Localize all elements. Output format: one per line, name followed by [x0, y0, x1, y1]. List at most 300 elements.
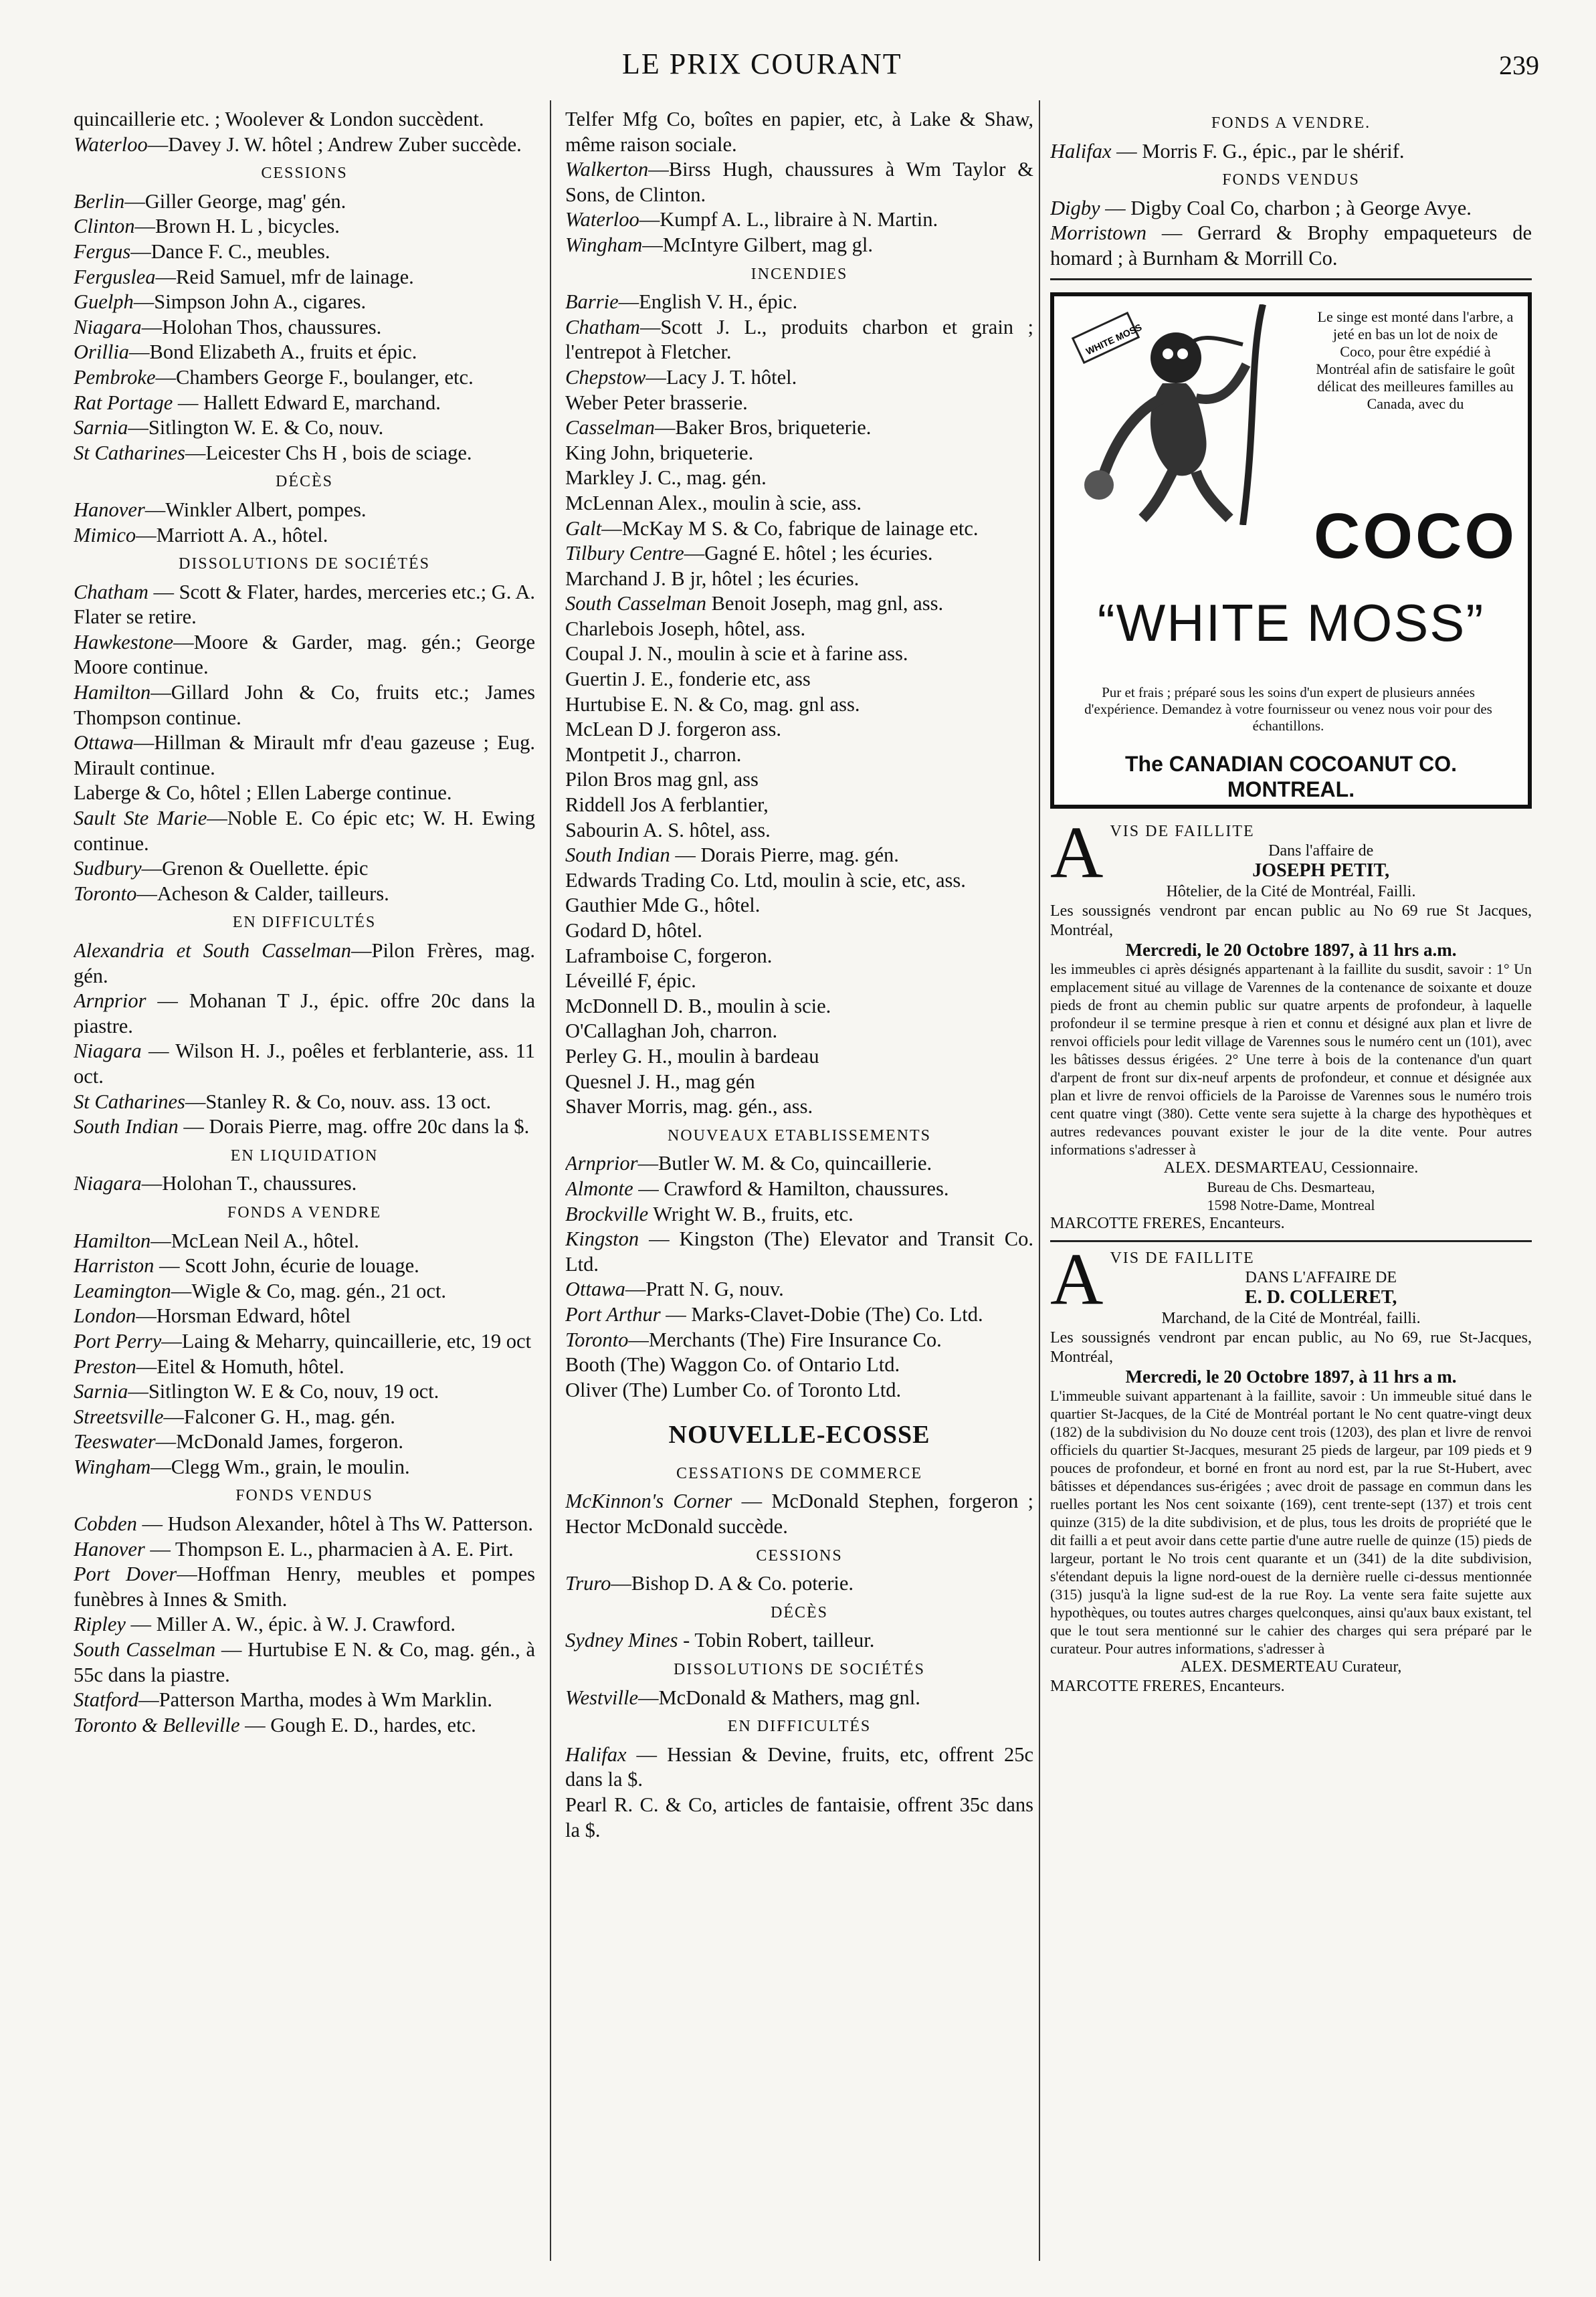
bankruptcy-notice-petit	[1050, 811, 1532, 1233]
place-name: Barrie	[565, 290, 619, 314]
place-name: Chatham	[565, 315, 640, 338]
entry-text: Perley G. H., moulin à bardeau	[565, 1044, 819, 1068]
listing-entry	[74, 290, 535, 315]
place-name: Ottawa	[565, 1278, 625, 1301]
section-heading: FONDS VENDUS	[235, 1487, 373, 1505]
section-heading: INCENDIES	[751, 265, 848, 283]
entry-text: — Gough E. D., hardes, etc.	[239, 1713, 476, 1736]
listing-entry	[74, 265, 535, 290]
place-name: Berlin	[74, 189, 125, 213]
place-name: Fergus	[74, 239, 131, 263]
listing-entry	[565, 1044, 1033, 1070]
place-name: Port Arthur	[565, 1302, 661, 1326]
entry-text: Benoit Joseph, mag gnl, ass.	[706, 592, 944, 615]
entry-text: —Acheson & Calder, tailleurs.	[136, 882, 389, 905]
place-name: Harriston	[74, 1254, 155, 1278]
entry-text: —Leicester Chs H , bois de sciage.	[185, 441, 472, 464]
entry-text: —Marriott A. A., hôtel.	[136, 523, 328, 546]
entry-text: —Patterson Martha, modes à Wm Marklin.	[138, 1688, 493, 1712]
listing-entry	[74, 1713, 535, 1738]
listing-entry	[565, 391, 1033, 416]
entry-text: Charlebois Joseph, hôtel, ass.	[565, 617, 806, 640]
place-name: South Casselman	[74, 1638, 216, 1662]
listing-entry	[74, 498, 535, 523]
entry-text: Shaver Morris, mag. gén., ass.	[565, 1095, 813, 1118]
section-heading: EN DIFFICULTÉS	[727, 1718, 872, 1736]
entry-text: Laframboise C, forgeron.	[565, 944, 773, 967]
listing-entry	[565, 918, 1033, 944]
entry-text: O'Callaghan Joh, charron.	[565, 1019, 778, 1043]
drop-cap: A	[1050, 811, 1104, 893]
listing-entry	[74, 1090, 535, 1115]
listing-entry	[74, 239, 535, 265]
entry-text: —Moore & Garder, mag. gén.; George Moore continue.	[74, 630, 535, 679]
listing-entry	[74, 189, 535, 215]
listing-entry	[74, 1114, 535, 1140]
section-heading: DÉCÈS	[770, 1603, 828, 1621]
entry-text: —Lacy J. T. hôtel.	[645, 365, 797, 389]
entry-text: Riddell Jos A ferblantier,	[565, 793, 769, 817]
listing-entry	[74, 1562, 535, 1612]
section-heading: CESSIONS	[261, 165, 348, 183]
entry-text: —Holohan Thos, chaussures.	[141, 315, 382, 338]
entry-text: — Mohanan T J., épic. offre 20c dans la piastre.	[74, 989, 535, 1037]
place-name: Chatham	[74, 580, 148, 603]
divider	[1050, 1240, 1532, 1242]
place-name: Morristown	[1050, 221, 1147, 245]
entry-text: Telfer Mfg Co, boîtes en papier, etc, à Lake & Shaw, même raison sociale.	[565, 108, 1033, 156]
listing-entry	[565, 1378, 1033, 1403]
listing-entry	[565, 944, 1033, 969]
notice-date: Mercredi, le 20 Octobre 1897, à 11 hrs a.m.	[1125, 939, 1457, 960]
entry-text: —Hillman & Mirault mfr d'eau gazeuse ; Eug. Mirault continue.	[74, 731, 535, 779]
advert-company: The CANADIAN COCOANUT CO.	[1125, 751, 1457, 776]
entry-text: —Sitlington W. E. & Co, nouv.	[128, 416, 384, 439]
place-name: Arnprior	[74, 989, 146, 1013]
listing-entry	[565, 1628, 1033, 1654]
listing-entry	[74, 1637, 535, 1688]
listing-entry	[1050, 139, 1532, 165]
section-heading: DISSOLUTIONS DE SOCIÉTÉS	[178, 555, 430, 573]
listing-entry	[74, 730, 535, 781]
entry-text: Markley J. C., mag. gén.	[565, 466, 767, 490]
entry-text: — McDonald Stephen, forgeron ; Hector McDonald succède.	[565, 1490, 1033, 1538]
entry-text: —Horsman Edward, hôtel	[136, 1304, 351, 1328]
entry-text: —Birss Hugh, chaussures à Wm Taylor & Sons, de Clinton.	[565, 158, 1033, 206]
place-name: Casselman	[565, 416, 655, 439]
place-name: Digby	[1050, 196, 1100, 219]
listing-entry	[565, 793, 1033, 818]
page-number: 239	[1499, 50, 1539, 80]
place-name: Orillia	[74, 340, 130, 364]
place-name: Toronto	[565, 1328, 629, 1351]
listing-entry	[565, 843, 1033, 868]
listing-entry	[565, 1686, 1033, 1711]
place-name: Waterloo	[74, 132, 148, 156]
listing-entry	[565, 415, 1033, 441]
entry-text: —Chambers George F., boulanger, etc.	[155, 365, 474, 389]
place-name: Waterloo	[565, 208, 639, 231]
listing-entry	[74, 1512, 535, 1537]
entry-text: —Baker Bros, briqueterie.	[654, 416, 872, 439]
listing-entry	[74, 1254, 535, 1279]
monkey-illustration	[1062, 304, 1303, 525]
advert-brand: COCO	[1314, 500, 1517, 572]
place-name: Niagara	[74, 1172, 142, 1195]
listing-entry	[565, 692, 1033, 718]
listing-entry	[74, 806, 535, 856]
entry-text: — Dorais Pierre, mag. gén.	[670, 843, 899, 867]
column-divider	[1039, 100, 1040, 2261]
listing-entry	[74, 214, 535, 239]
listing-entry	[565, 1328, 1033, 1353]
listing-entry	[74, 989, 535, 1039]
entry-text: — Hessian & Devine, fruits, etc, offrent 25c dans la $.	[565, 1742, 1033, 1791]
entry-text: —Pratt N. G, nouv.	[625, 1278, 784, 1301]
notice-subhead: DANS L'AFFAIRE DE	[1245, 1268, 1397, 1286]
entry-text: Pilon Bros mag gnl, ass	[565, 768, 759, 791]
place-name: Chepstow	[565, 365, 646, 389]
notice-address-2: 1598 Notre-Dame, Montreal	[1207, 1196, 1375, 1213]
listing-entry	[565, 441, 1033, 466]
entry-text: —McDonald James, forgeron.	[155, 1430, 404, 1454]
column-divider	[550, 100, 551, 2261]
entry-text: —Sitlington W. E & Co, nouv, 19 oct.	[128, 1380, 439, 1403]
entry-text: —Kumpf A. L., libraire à N. Martin.	[639, 208, 938, 231]
place-name: Sarnia	[74, 416, 128, 439]
entry-text: —Eitel & Homuth, hôtel.	[136, 1355, 344, 1378]
listing-entry	[74, 391, 535, 416]
notice-headline: VIS DE FAILLITE	[1110, 822, 1255, 840]
place-name: Wingham	[74, 1455, 151, 1478]
place-name: Sudbury	[74, 857, 142, 880]
entry-text: Gauthier Mde G., hôtel.	[565, 894, 761, 917]
listing-entry	[565, 1094, 1033, 1120]
listing-entry	[74, 1429, 535, 1455]
entry-text: — Wilson H. J., poêles et ferblanterie, ass. 11 oct.	[74, 1039, 535, 1088]
listing-entry	[1050, 221, 1532, 271]
listing-entry	[565, 1151, 1033, 1177]
listing-entry	[74, 1379, 535, 1405]
notice-signature: ALEX. DESMARTEAU, Cessionnaire.	[1163, 1159, 1419, 1177]
listing-entry	[565, 893, 1033, 918]
place-name: Almonte	[565, 1177, 633, 1200]
place-name: South Indian	[565, 843, 670, 867]
listing-entry	[565, 969, 1033, 994]
entry-text: McLean D J. forgeron ass.	[565, 718, 781, 741]
place-name: Pembroke	[74, 365, 156, 389]
entry-text: — Digby Coal Co, charbon ; à George Avye.	[1100, 196, 1472, 219]
entry-text: Laberge & Co, hôtel ; Ellen Laberge continue.	[74, 781, 452, 805]
entry-text: Pearl R. C. & Co, articles de fantaisie, offrent 35c dans la $.	[565, 1793, 1033, 1841]
entry-text: —Reid Samuel, mfr de lainage.	[155, 265, 414, 288]
place-name: Cobden	[74, 1512, 137, 1536]
section-heading: FONDS A VENDRE.	[1211, 114, 1371, 132]
entry-text: — Hudson Alexander, hôtel à Ths W. Patterson.	[136, 1512, 533, 1536]
entry-text: —Davey J. W. hôtel ; Andrew Zuber succède.	[147, 132, 522, 156]
place-name: Niagara	[74, 315, 142, 338]
listing-entry	[74, 630, 535, 680]
section-heading: CESSIONS	[756, 1546, 843, 1565]
entry-text: — Thompson E. L., pharmacien à A. E. Pirt.	[144, 1537, 514, 1561]
listing-entry	[74, 856, 535, 882]
place-name: Port Perry	[74, 1329, 162, 1353]
entry-text: — Scott John, écurie de louage.	[154, 1254, 419, 1278]
entry-text: —Noble E. Co épic etc; W. H. Ewing continue.	[74, 807, 535, 855]
notice-intro: Les soussignés vendront par encan public au No 69 rue St Jacques, Montréal,	[1050, 902, 1532, 939]
entry-text: Weber Peter brasserie.	[565, 391, 748, 414]
entry-text: — Gerrard & Brophy empaqueteurs de homard ; à Burnham & Morrill Co.	[1050, 221, 1532, 270]
listing-entry	[565, 207, 1033, 233]
listing-entry	[565, 491, 1033, 516]
listing-entry	[565, 994, 1033, 1019]
listing-entry	[74, 882, 535, 907]
listing-entry	[565, 290, 1033, 315]
place-name: Mimico	[74, 523, 136, 546]
place-name: Clinton	[74, 215, 135, 238]
listing-entry	[565, 157, 1033, 207]
place-name: Niagara	[74, 1039, 142, 1063]
entry-text: — Hallett Edward E, marchand.	[173, 391, 441, 414]
advert-story: Le singe est monté dans l'arbre, a jeté en bas un lot de noix de Coco, pour être expédié à Montréal afin de satisfaire le goût délicat des meilleures familles au Canada, avec du	[1316, 308, 1515, 412]
entry-text: Coupal J. N., moulin à scie et à farine ass.	[565, 642, 908, 666]
entry-text: —Wigle & Co, mag. gén., 21 oct.	[171, 1279, 447, 1302]
place-name: Galt	[565, 516, 602, 540]
notice-auctioneers: MARCOTTE FRERES, Encanteurs.	[1050, 1214, 1285, 1232]
notice-name: JOSEPH PETIT,	[1252, 860, 1390, 881]
place-name: South Casselman	[565, 592, 706, 615]
entry-text: Wright W. B., fruits, etc.	[648, 1202, 854, 1225]
entry-text: quincaillerie etc. ; Woolever & London succèdent.	[74, 108, 484, 130]
entry-text: —Butler W. M. & Co, quincaillerie.	[637, 1152, 932, 1175]
listing-entry	[565, 717, 1033, 742]
listing-entry	[74, 1229, 535, 1254]
advert-product: “WHITE MOSS”	[1097, 593, 1485, 652]
listing-entry	[565, 1202, 1033, 1227]
section-heading: DISSOLUTIONS DE SOCIÉTÉS	[673, 1661, 925, 1679]
entry-text: —Pilon Frères, mag. gén.	[74, 939, 535, 987]
place-name: Sarnia	[74, 1380, 128, 1403]
section-heading: EN LIQUIDATION	[230, 1146, 379, 1165]
listing-entry	[565, 1177, 1033, 1202]
entry-text: Marchand J. B jr, hôtel ; les écuries.	[565, 567, 860, 590]
entry-text: —McIntyre Gilbert, mag gl.	[642, 233, 873, 256]
notice-intro: Les soussignés vendront par encan public, au No 69, rue St-Jacques, Montréal,	[1050, 1328, 1532, 1366]
entry-text: —Stanley R. & Co, nouv. ass. 13 oct.	[185, 1090, 492, 1113]
entry-text: —Brown H. L , bicycles.	[134, 215, 340, 238]
place-name: Sault Ste Marie	[74, 807, 207, 830]
section-heading: NOUVEAUX ETABLISSEMENTS	[667, 1126, 932, 1144]
entry-text: — Dorais Pierre, mag. offre 20c dans la $.	[178, 1115, 530, 1138]
entry-text: Guertin J. E., fonderie etc, ass	[565, 668, 811, 691]
listing-entry	[565, 1793, 1033, 1843]
advert-description: Pur et frais ; préparé sous les soins d'un expert de plusieurs années d'expérience. Demandez à votre fournisseur ou venez nous voir pour des échantillons.	[1084, 684, 1492, 734]
entry-text: — Scott & Flater, hardes, merceries etc.; G. A. Flater se retire.	[74, 580, 535, 629]
drop-cap: A	[1050, 1237, 1104, 1320]
entry-text: Booth (The) Waggon Co. of Ontario Ltd.	[565, 1353, 900, 1377]
entry-text: —Holohan T., chaussures.	[141, 1172, 357, 1195]
listing-entry	[565, 1302, 1033, 1328]
entry-text: Oliver (The) Lumber Co. of Toronto Ltd.	[565, 1378, 902, 1401]
listing-entry	[74, 1688, 535, 1713]
listing-entry	[74, 415, 535, 441]
place-name: St Catharines	[74, 1090, 185, 1113]
section-heading: CESSATIONS DE COMMERCE	[676, 1464, 923, 1482]
column-2	[565, 107, 1033, 1843]
listing-entry	[74, 1039, 535, 1089]
place-name: Arnprior	[565, 1152, 638, 1175]
listing-entry	[565, 767, 1033, 793]
listing-entry	[74, 1304, 535, 1329]
section-heading: FONDS A VENDRE	[227, 1203, 382, 1221]
place-name: Ottawa	[74, 731, 134, 755]
notice-auctioneers: MARCOTTE FRERES, Encanteurs.	[1050, 1677, 1285, 1695]
notice-role: Hôtelier, de la Cité de Montréal, Failli.	[1166, 882, 1416, 900]
place-name: Alexandria et South Casselman	[74, 939, 351, 962]
listing-entry	[565, 233, 1033, 258]
column-1	[74, 107, 535, 1738]
entry-text: —McKay M S. & Co, fabrique de lainage etc.	[601, 516, 979, 540]
entry-text: —Dance F. C., meubles.	[130, 239, 330, 263]
listing-entry	[565, 1227, 1033, 1277]
place-name: Halifax	[565, 1742, 627, 1766]
divider	[1050, 278, 1532, 280]
listing-entry	[565, 868, 1033, 894]
entry-text: Léveillé F, épic.	[565, 969, 696, 993]
listing-entry	[565, 567, 1033, 592]
entry-text: — Morris F. G., épic., par le shérif.	[1111, 139, 1405, 163]
entry-text: Quesnel J. H., mag gén	[565, 1070, 755, 1093]
listing-entry	[74, 523, 535, 548]
entry-text: —Hoffman Henry, meubles et pompes funèbres à Innes & Smith.	[74, 1563, 535, 1611]
listing-entry	[565, 591, 1033, 617]
listing-entry	[74, 1355, 535, 1380]
listing-entry	[74, 441, 535, 466]
page-header	[0, 40, 1596, 94]
listing-entry	[565, 617, 1033, 642]
place-name: Hawkestone	[74, 630, 174, 654]
entry-text: Sabourin A. S. hôtel, ass.	[565, 818, 771, 841]
listing-entry	[565, 641, 1033, 667]
listing-entry	[565, 1742, 1033, 1793]
listing-entry	[74, 680, 535, 730]
listing-entry	[74, 340, 535, 365]
advert-company-block	[1054, 751, 1528, 802]
notice-role: Marchand, de la Cité de Montréal, failli.	[1161, 1309, 1421, 1327]
notice-body: L'immeuble suivant appartenant à la faillite, savoir : Un immeuble situé dans le quartier St-Jacques, de la Cité de Montréal portant le No cent quatre-vingt deux (182) de la subdivision du No douze cent trois (1203), des plan et livre de renvoi officiels du quartier St-Jacques, mesurant 25 pieds de largeur, par 109 pieds et 9 pouces de profondeur, et borné en front au nord est, par la rue St-Hubert, avec bâtisses et dépendances sus-érigées ; avec droit de passage en commun dans les ruelles portant les Nos cent soixante (169), cent trente-sept (137) et trois cent quinze (315) de la dite subdivision, et de plus, tous les droits de propriété que le dit failli a et peut avoir dans cette partie d'une autre ruelle de quinze (15) pieds de largeur, portant le No trois cent quarante et un (341) de la dite subdivision, s'étendant depuis la ligne nord-ouest de la dernière ruelle ci-dessus mentionnée (315) jusqu'à la ligne sud-est de la rue Roy. La vente sera faite sujette aux hypothèques, ou toutes autres charges quelconques, ainsi qu'aux baux existant, tel que le tout sera mentionné sur le cahier des charges qui sera préparé par le curateur. Pour autres informations, s'adresser à	[1050, 1387, 1532, 1657]
entry-text: —Clegg Wm., grain, le moulin.	[151, 1455, 410, 1478]
listing-entry	[74, 107, 535, 132]
entry-text: —Merchants (The) Fire Insurance Co.	[628, 1328, 942, 1351]
entry-text: — Kingston (The) Elevator and Transit Co. Ltd.	[565, 1227, 1033, 1276]
section-heading: EN DIFFICULTÉS	[232, 914, 377, 932]
column-3	[1050, 107, 1532, 1696]
place-name: Kingston	[565, 1227, 639, 1251]
listing-entry	[565, 365, 1033, 391]
listing-entry	[74, 1329, 535, 1355]
place-name: Hamilton	[74, 1229, 151, 1252]
listing-entry	[74, 1279, 535, 1304]
advert-city: MONTREAL.	[1227, 777, 1355, 801]
place-name: Wingham	[565, 233, 643, 256]
entry-text: —Bond Elizabeth A., fruits et épic.	[129, 340, 417, 364]
listing-entry	[565, 1019, 1033, 1044]
place-name: Ferguslea	[74, 265, 156, 288]
entry-text: —Grenon & Ouellette. épic	[141, 857, 369, 880]
entry-text: —McLean Neil A., hôtel.	[151, 1229, 359, 1252]
entry-text: —Bishop D. A & Co. poterie.	[611, 1572, 854, 1595]
place-name: Statford	[74, 1688, 139, 1712]
place-name: Brockville	[565, 1202, 649, 1225]
listing-entry	[74, 1171, 535, 1197]
listing-entry	[565, 1489, 1033, 1539]
listing-entry	[74, 315, 535, 340]
place-name: Toronto & Belleville	[74, 1713, 240, 1736]
entry-text: Edwards Trading Co. Ltd, moulin à scie, etc, ass.	[565, 868, 966, 892]
entry-text: —McDonald & Mathers, mag gnl.	[637, 1686, 920, 1709]
entry-text: —Laing & Meharry, quincaillerie, etc, 19 oct	[161, 1329, 532, 1353]
notice-address-1: Bureau de Chs. Desmarteau,	[1207, 1178, 1375, 1195]
entry-text: — Marks-Clavet-Dobie (The) Co. Ltd.	[660, 1302, 983, 1326]
entry-text: Hurtubise E. N. & Co, mag. gnl ass.	[565, 692, 860, 716]
listing-entry	[565, 516, 1033, 542]
listing-entry	[565, 742, 1033, 768]
listing-entry	[74, 938, 535, 989]
entry-text: —English V. H., épic.	[618, 290, 798, 314]
place-name: Walkerton	[565, 158, 649, 181]
entry-text: —Gagné E. hôtel ; les écuries.	[684, 542, 933, 565]
entry-text: Godard D, hôtel.	[565, 919, 702, 942]
entry-text: McLennan Alex., moulin à scie, ass.	[565, 491, 862, 514]
notice-body: les immeubles ci après désignés appartenant à la faillite du susdit, savoir : 1° Un emplacement situé au village de Varennes de la contenance de soixante et douze pieds de front au chemin public sur quatre arpents de profondeur, à laquelle profondeur il se termine presque à rien et connu et désigné aux plan et livre de renvoi officiels pour ledit village de Varennes sous le numéro cent un (101), avec les bâtisses dessus érigées. 2° Une terre à bois de la contenance d'un quart d'arpent de front sur dix-neuf arpents de profondeur, et connue et désignée aux plan et livre de renvoi officiels de la Paroisse de Varennes sous le numéro trois cent quatre vingt (380). Cette vente sera sujette à la charge des hypothèques et autres redevances pouvant exister le jour de la dite vente. Pour autres informations s'adresser à	[1050, 960, 1532, 1158]
place-name: McKinnon's Corner	[565, 1490, 732, 1513]
place-name: Port Dover	[74, 1563, 177, 1586]
listing-entry	[565, 1571, 1033, 1597]
place-name: Sydney Mines	[565, 1629, 678, 1652]
place-name: Preston	[74, 1355, 136, 1378]
place-name: London	[74, 1304, 136, 1328]
listing-entry	[74, 1537, 535, 1563]
place-name: Halifax	[1050, 139, 1112, 163]
entry-text: —Scott J. L., produits charbon et grain ; l'entrepot à Fletcher.	[565, 315, 1033, 364]
entry-text: —Simpson John A., cigares.	[133, 290, 367, 314]
listing-entry	[74, 781, 535, 806]
notice-headline: VIS DE FAILLITE	[1110, 1249, 1255, 1267]
coco-white-moss-advertisement	[1050, 292, 1532, 809]
listing-entry	[74, 1405, 535, 1430]
listing-entry	[565, 315, 1033, 365]
listing-entry	[565, 818, 1033, 843]
listing-entry	[565, 107, 1033, 157]
notice-signature: ALEX. DESMERTEAU Curateur,	[1180, 1658, 1402, 1676]
column-3-listings	[1050, 111, 1532, 272]
place-name: Guelph	[74, 290, 134, 314]
listing-entry	[565, 541, 1033, 567]
listing-entry	[74, 580, 535, 630]
listing-entry	[1050, 196, 1532, 221]
place-name: Ripley	[74, 1613, 126, 1636]
entry-text: McDonnell D. B., moulin à scie.	[565, 994, 831, 1017]
entry-text: — Miller A. W., épic. à W. J. Crawford.	[125, 1613, 456, 1636]
listing-entry	[565, 466, 1033, 491]
listing-entry	[74, 132, 535, 158]
listing-entry	[74, 1612, 535, 1637]
listing-entry	[565, 667, 1033, 692]
entry-text: Montpetit J., charron.	[565, 742, 742, 766]
place-name: Rat Portage	[74, 391, 173, 414]
place-name: Leamington	[74, 1279, 171, 1302]
notice-name: E. D. COLLERET,	[1245, 1286, 1397, 1308]
